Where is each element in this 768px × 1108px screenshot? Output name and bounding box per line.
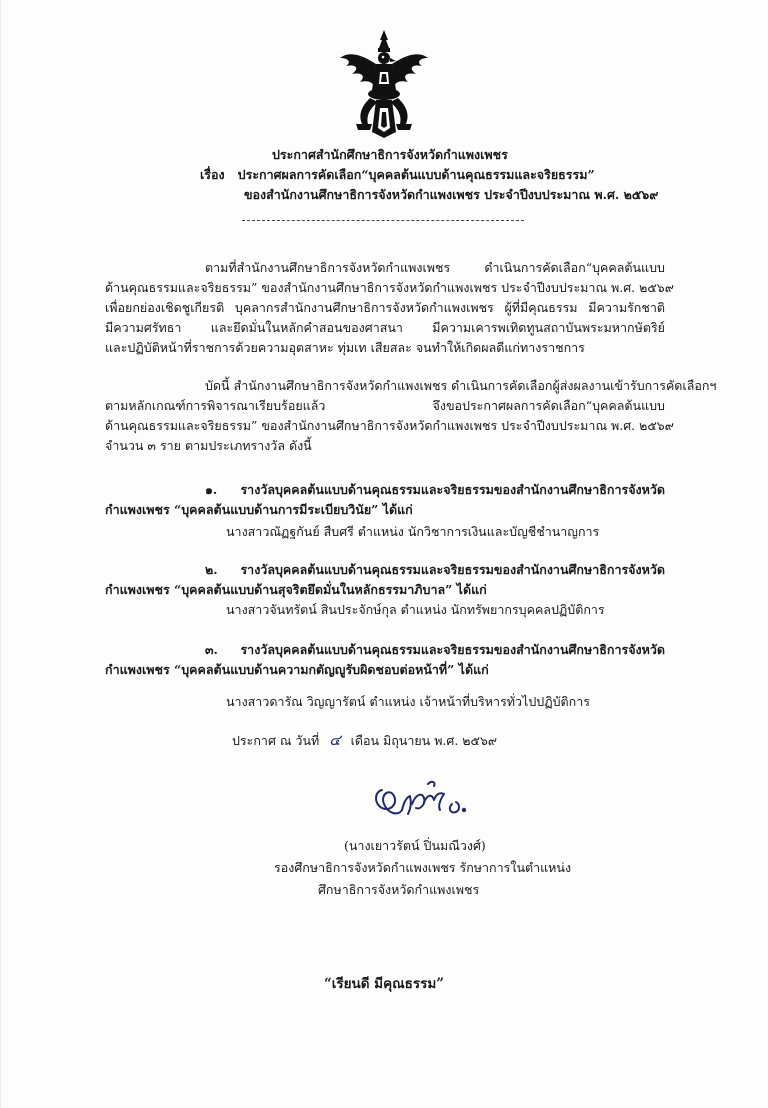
award-1-category: กำแพงเพชร “บุคคลต้นแบบด้านการมีระเบียบวินัย” ได้แก่: [105, 502, 413, 517]
announcement-day: ๔: [329, 731, 341, 749]
paragraph-2-line: จำนวน ๓ ราย ตามประเภทรางวัล ดังนี้: [105, 438, 312, 453]
award-2-title: ๒. รางวัลบุคคลต้นแบบด้านคุณธรรมและจริยธรรมของสำนักงานศึกษาธิการจังหวัด: [205, 562, 665, 577]
announcement-prefix: ประกาศ ณ วันที่: [232, 733, 320, 748]
signature-icon: [368, 774, 472, 826]
award-3: [105, 640, 665, 680]
award-2-category: กำแพงเพชร “บุคคลต้นแบบด้านสุจริตยึดมั่นในหลักธรรมาภิบาล” ได้แก่: [105, 582, 487, 597]
announcement-suffix: เดือน มิถุนายน พ.ศ. ๒๕๖๙: [350, 733, 498, 748]
header-subject: [200, 166, 595, 184]
header-subject-label: เรื่อง: [200, 167, 225, 182]
award-2: [105, 560, 665, 600]
motto: “เรียนดี มีคุณธรรม”: [323, 976, 445, 992]
paragraph-1-line: และปฏิบัติหน้าที่ราชการด้วยความอุตสาหะ ทุ่มเท เสียสละ จนทำให้เกิดผลดีแก่ทางราชการ: [105, 340, 585, 355]
signatory-name: (นางเยาวรัตน์ ปิ่นมณีวงศ์): [344, 838, 486, 853]
award-3-title: ๓. รางวัลบุคคลต้นแบบด้านคุณธรรมและจริยธรรมของสำนักงานศึกษาธิการจังหวัด: [205, 642, 665, 657]
paragraph-2: [105, 376, 717, 456]
header-title: ประกาศสำนักศึกษาธิการจังหวัดกำแพงเพชร: [272, 147, 508, 162]
award-1-recipient: นางสาวณัฏฐกันย์ สืบศรี ตำแหน่ง นักวิชาการเงินและบัญชีชำนาญการ: [226, 524, 600, 539]
award-1: [105, 480, 665, 520]
paragraph-1: [105, 258, 674, 358]
paragraph-1-line: มีความศรัทธา และยึดมั่นในหลักคำสอนของศาสนา มีความเคารพเทิดทูนสถาบันพระมหากษัตริย์: [105, 320, 665, 335]
header-line3: ของสำนักงานศึกษาธิการจังหวัดกำแพงเพชร ประจำปีงบประมาณ พ.ศ. ๒๕๖๙: [244, 187, 659, 202]
award-2-recipient: นางสาวจันทรัตน์ สินประจักษ์กุล ตำแหน่ง นักทรัพยากรบุคคลปฏิบัติการ: [226, 602, 605, 617]
header-subject-text: ประกาศผลการคัดเลือก“บุคคลต้นแบบด้านคุณธรรมและจริยธรรม”: [237, 167, 595, 182]
announcement-date: [232, 730, 497, 751]
garuda-emblem-icon: [336, 28, 432, 140]
award-1-title: ๑. รางวัลบุคคลต้นแบบด้านคุณธรรมและจริยธรรมของสำนักงานศึกษาธิการจังหวัด: [205, 482, 665, 497]
award-3-category: กำแพงเพชร “บุคคลต้นแบบด้านความกตัญญูรับผิดชอบต่อหน้าที่” ได้แก่: [105, 662, 489, 677]
paragraph-1-line: ตามที่สำนักงานศึกษาธิการจังหวัดกำแพงเพชร ดำเนินการคัดเลือก“บุคคลต้นแบบ: [205, 260, 665, 275]
header-divider: [242, 220, 524, 221]
paragraph-1-line: เพื่อยกย่องเชิดชูเกียรติ บุคลากรสำนักงานศึกษาธิการจังหวัดกำแพงเพชร ผู้ที่มีคุณธรรม มีความรักชาติ: [105, 300, 665, 315]
signatory-position-1: รองศึกษาธิการจังหวัดกำแพงเพชร รักษาการในตำแหน่ง: [274, 860, 572, 875]
paragraph-2-line: บัดนี้ สำนักงานศึกษาธิการจังหวัดกำแพงเพชร ดำเนินการคัดเลือกผู้ส่งผลงานเข้ารับการคัดเลือกฯ: [205, 378, 717, 393]
signatory-position-2: ศึกษาธิการจังหวัดกำแพงเพชร: [318, 882, 480, 897]
paragraph-2-line: ด้านคุณธรรมและจริยธรรม” ของสำนักงานศึกษาธิการจังหวัดกำแพงเพชร ประจำปีงบประมาณ พ.ศ. ๒๕๖๙: [105, 418, 674, 433]
award-3-recipient: นางสาวดารัณ วิญญารัตน์ ตำแหน่ง เจ้าหน้าที่บริหารทั่วไปปฏิบัติการ: [226, 694, 590, 709]
paragraph-1-line: ด้านคุณธรรมและจริยธรรม” ของสำนักงานศึกษาธิการจังหวัดกำแพงเพชร ประจำปีงบประมาณ พ.ศ. ๒๕๖๙: [105, 280, 674, 295]
paragraph-2-line: ตามหลักเกณฑ์การพิจารณาเรียบร้อยแล้ว จึงขอประกาศผลการคัดเลือก“บุคคลต้นแบบ: [105, 398, 665, 413]
